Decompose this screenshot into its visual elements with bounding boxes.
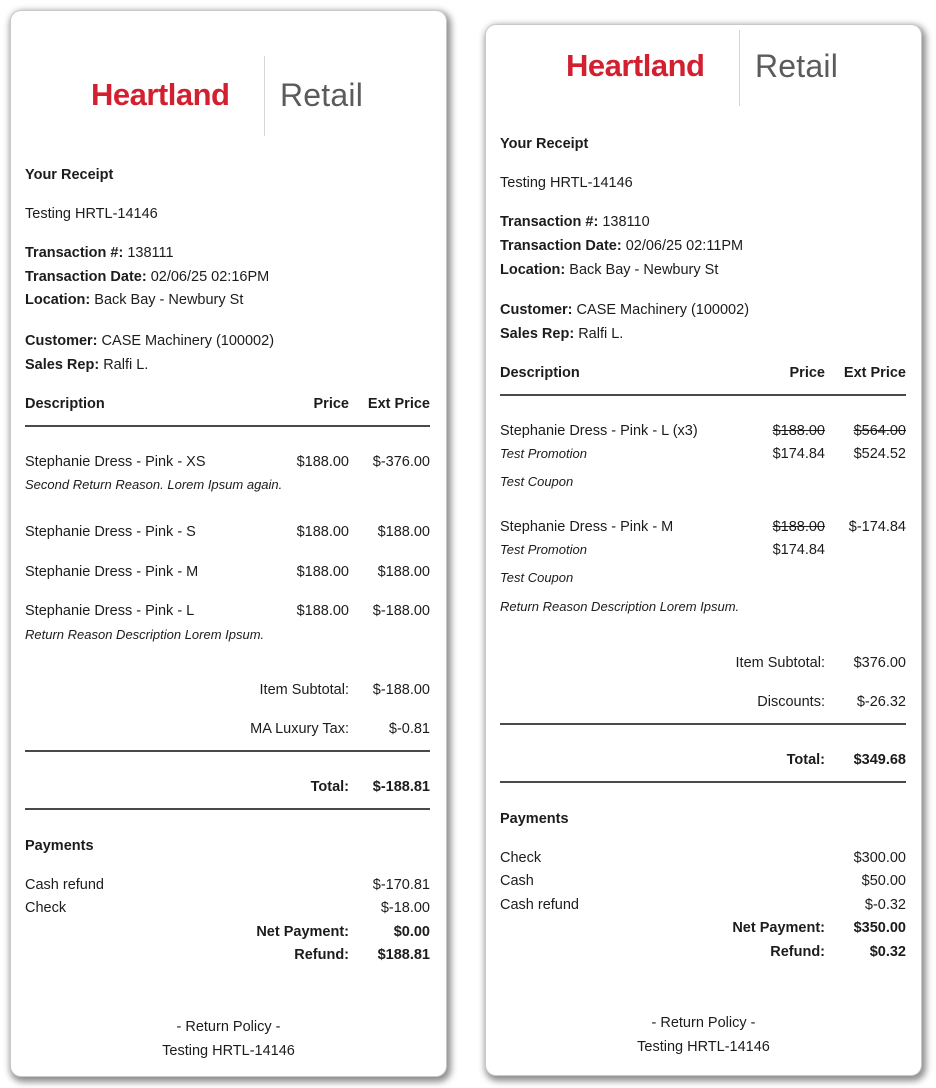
transaction-date [500, 237, 743, 255]
refund-value: $0.32 [869, 944, 906, 960]
payment-amount: $-0.32 [864, 897, 906, 913]
line-item-ext-price: $-376.00 [372, 454, 430, 470]
payment-amount: $-18.00 [380, 900, 430, 916]
total-value: $349.68 [853, 752, 906, 768]
discounts-label: Discounts: [757, 694, 825, 710]
column-price: Price [313, 396, 349, 412]
customer-label: Customer: [500, 302, 573, 318]
line-item-price: $188.00 [296, 564, 349, 580]
payment-method: Check [500, 850, 542, 866]
total-label: Total: [310, 779, 349, 795]
total-divider [500, 781, 906, 783]
refund-label: Refund: [294, 947, 349, 963]
column-description: Description [25, 396, 105, 412]
payment-method: Check [25, 900, 67, 916]
subtotal-value: $376.00 [853, 655, 906, 671]
line-item-ext-price: $-188.00 [372, 603, 430, 619]
column-price: Price [789, 365, 825, 381]
footer-note: Testing HRTL-14146 [162, 1043, 295, 1059]
discounts-value: $-26.32 [856, 694, 906, 710]
return-policy-title: - Return Policy - [651, 1015, 756, 1031]
line-item-price: $188.00 [296, 603, 349, 619]
location [25, 291, 243, 309]
logo-divider [739, 30, 740, 106]
header-divider [25, 425, 430, 427]
refund-label: Refund: [770, 944, 825, 960]
line-item-ext-price: $-174.84 [848, 519, 906, 535]
transaction-date-label: Transaction Date: [500, 238, 622, 254]
transaction-date-value: 02/06/25 02:11PM [625, 238, 744, 254]
sales-rep-label: Sales Rep: [25, 357, 100, 373]
transaction-number-value: 138111 [127, 245, 174, 261]
line-item-note: Return Reason Description Lorem Ipsum. [500, 599, 740, 614]
net-payment-value: $0.00 [393, 924, 430, 940]
sales-rep-label: Sales Rep: [500, 326, 575, 342]
line-item-original-ext-price: $564.00 [853, 423, 906, 439]
promotion-label: Test Promotion [500, 446, 587, 461]
logo-brand: Heartland [91, 77, 230, 112]
promotion-label: Test Promotion [500, 542, 587, 557]
net-payment-value: $350.00 [853, 920, 906, 936]
transaction-number [25, 244, 174, 262]
line-item-ext-price: $188.00 [377, 564, 430, 580]
line-item-price: $174.84 [772, 542, 825, 558]
logo-divider [264, 56, 265, 136]
subtotal-label: Item Subtotal: [259, 682, 349, 698]
transaction-number-value: 138110 [602, 214, 650, 230]
payment-amount: $-170.81 [372, 877, 430, 893]
payment-method: Cash refund [500, 897, 579, 913]
coupon-label: Test Coupon [500, 474, 574, 489]
payments-heading: Payments [500, 811, 569, 827]
payment-method: Cash [500, 873, 534, 889]
sales-rep-value: Ralfi L. [103, 357, 149, 373]
line-item-note: Return Reason Description Lorem Ipsum. [25, 627, 265, 642]
net-payment-label: Net Payment: [256, 924, 349, 940]
transaction-number-label: Transaction #: [25, 245, 124, 261]
customer-value: CASE Machinery (100002) [576, 302, 750, 318]
line-item-price: $188.00 [296, 454, 349, 470]
location-value: Back Bay - Newbury St [94, 292, 244, 308]
receipt-card [486, 25, 921, 1075]
line-item-name: Stephanie Dress - Pink - S [25, 524, 196, 540]
payment-amount: $50.00 [861, 873, 906, 889]
transaction-date [25, 268, 269, 286]
column-description: Description [500, 365, 580, 381]
receipt-card [11, 11, 446, 1076]
line-item-original-price: $188.00 [772, 423, 825, 439]
tax-label: MA Luxury Tax: [250, 721, 349, 737]
location [500, 261, 718, 279]
line-item-name: Stephanie Dress - Pink - L (x3) [500, 423, 698, 439]
line-item-name: Stephanie Dress - Pink - XS [25, 454, 206, 470]
customer [25, 332, 274, 350]
line-item-price: $174.84 [772, 446, 825, 462]
subtotal-label: Item Subtotal: [735, 655, 825, 671]
line-item-name: Stephanie Dress - Pink - L [25, 603, 195, 619]
transaction-date-label: Transaction Date: [25, 269, 147, 285]
receipt-heading: Your Receipt [25, 167, 114, 183]
line-item-ext-price: $188.00 [377, 524, 430, 540]
payment-amount: $300.00 [853, 850, 906, 866]
header-divider [500, 394, 906, 396]
transaction-number [500, 213, 650, 231]
column-ext-price: Ext Price [367, 396, 430, 412]
customer-label: Customer: [25, 333, 98, 349]
payments-heading: Payments [25, 838, 94, 854]
line-item-note: Second Return Reason. Lorem Ipsum again. [25, 477, 283, 492]
sales-rep [500, 325, 623, 343]
logo-product: Retail [280, 77, 364, 113]
transaction-date-value: 02/06/25 02:16PM [150, 269, 270, 285]
line-item-ext-price: $524.52 [853, 446, 906, 462]
sales-rep [25, 356, 148, 374]
sales-rep-value: Ralfi L. [578, 326, 624, 342]
logo-brand: Heartland [566, 48, 705, 83]
summary-divider [500, 723, 906, 725]
total-value: $-188.81 [372, 779, 430, 795]
customer-value: CASE Machinery (100002) [101, 333, 275, 349]
location-label: Location: [500, 262, 566, 278]
coupon-label: Test Coupon [500, 570, 574, 585]
line-item-price: $188.00 [296, 524, 349, 540]
location-value: Back Bay - Newbury St [569, 262, 719, 278]
column-ext-price: Ext Price [843, 365, 906, 381]
total-divider [25, 808, 430, 810]
store-note: Testing HRTL-14146 [25, 206, 158, 222]
logo-product: Retail [755, 48, 839, 84]
tax-value: $-0.81 [388, 721, 430, 737]
footer-note: Testing HRTL-14146 [637, 1039, 770, 1055]
return-policy-title: - Return Policy - [176, 1019, 281, 1035]
receipt-heading: Your Receipt [500, 136, 589, 152]
location-label: Location: [25, 292, 91, 308]
payment-method: Cash refund [25, 877, 104, 893]
line-item-name: Stephanie Dress - Pink - M [500, 519, 674, 535]
total-label: Total: [786, 752, 825, 768]
line-item-name: Stephanie Dress - Pink - M [25, 564, 199, 580]
line-item-original-price: $188.00 [772, 519, 825, 535]
customer [500, 301, 749, 319]
store-note: Testing HRTL-14146 [500, 175, 633, 191]
summary-divider [25, 750, 430, 752]
net-payment-label: Net Payment: [732, 920, 825, 936]
refund-value: $188.81 [377, 947, 430, 963]
subtotal-value: $-188.00 [372, 682, 430, 698]
transaction-number-label: Transaction #: [500, 214, 599, 230]
